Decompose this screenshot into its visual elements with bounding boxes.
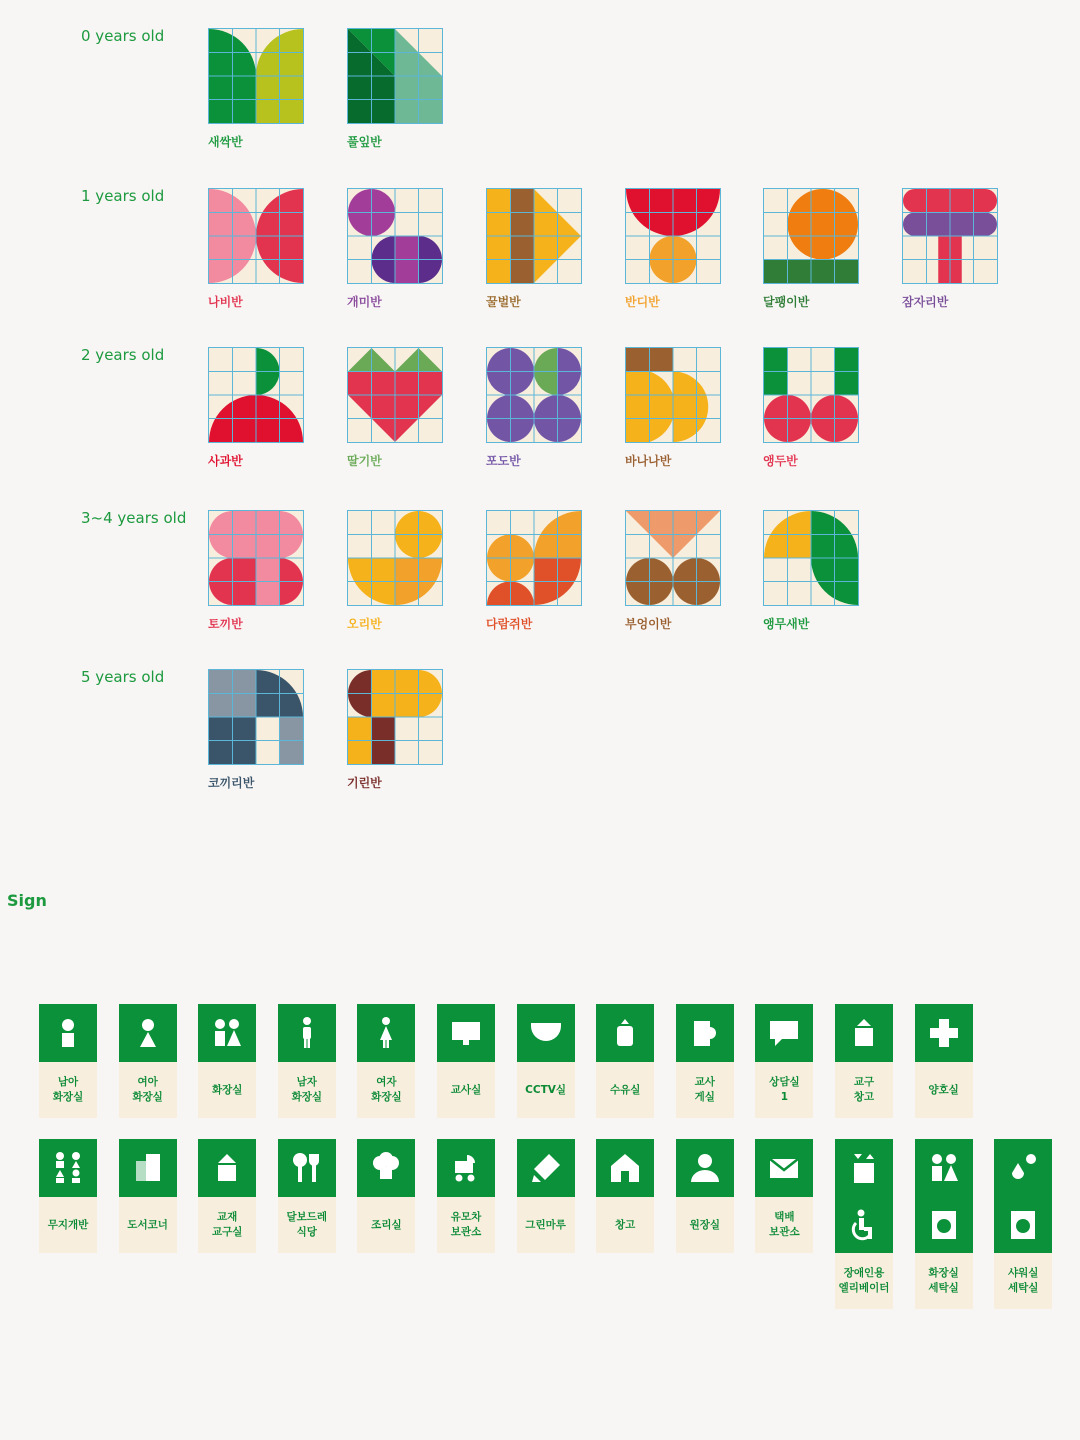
age-row — [0, 27, 1080, 177]
class-name: 앵무새반 — [763, 617, 810, 631]
sign-card — [39, 1139, 97, 1253]
sign-icon-area — [119, 1004, 177, 1062]
butterfly-icon — [208, 188, 304, 284]
class-tile — [347, 28, 443, 150]
class-tile — [347, 510, 443, 632]
class-name: 토끼반 — [208, 617, 243, 631]
class-name: 달팽이반 — [763, 295, 810, 309]
age-label: 2 years old — [81, 346, 165, 364]
sign-icon-area — [835, 1139, 893, 1253]
sign-icon-area — [278, 1004, 336, 1062]
elephant-icon — [208, 669, 304, 765]
sign-card — [835, 1139, 893, 1309]
stroller-icon — [449, 1151, 483, 1185]
boy-icon — [51, 1016, 85, 1050]
dragonfly-icon — [902, 188, 998, 284]
sign-label: 남자 화장실 — [291, 1076, 323, 1103]
class-name: 사과반 — [208, 454, 243, 468]
envelope-icon — [767, 1151, 801, 1185]
class-tile — [763, 510, 859, 632]
sign-label: CCTV실 — [525, 1083, 567, 1096]
sign-label: 교사 게실 — [694, 1076, 715, 1103]
house-icon — [608, 1151, 642, 1185]
box-icon — [847, 1016, 881, 1050]
sign-card — [915, 1004, 973, 1118]
sign-label: 양호실 — [928, 1083, 959, 1096]
sign-label: 창고 — [615, 1218, 636, 1231]
monitor-icon — [449, 1016, 483, 1050]
giraffe-icon — [347, 669, 443, 765]
class-name: 반디반 — [625, 295, 660, 309]
sign-icon-area — [119, 1139, 177, 1197]
sign-label: 화장실 세탁실 — [928, 1267, 959, 1294]
sign-label: 장애인용 엘리베이터 — [838, 1267, 890, 1294]
bee-icon — [486, 188, 582, 284]
sign-label: 화장실 — [211, 1083, 243, 1096]
class-name: 오리반 — [347, 617, 382, 631]
sign-label: 교재 교구실 — [211, 1211, 243, 1238]
sign-label: 샤워실 세탁실 — [1007, 1267, 1039, 1294]
sign-section-title: Sign — [7, 891, 47, 910]
ant-icon — [347, 188, 443, 284]
sign-icon-area — [596, 1004, 654, 1062]
apple-icon — [208, 347, 304, 443]
leaf-icon — [347, 28, 443, 124]
restroom-icon — [210, 1016, 244, 1050]
sign-card — [278, 1139, 336, 1253]
class-tile — [763, 347, 859, 469]
sign-label: 원장실 — [689, 1218, 721, 1231]
cutlery-icon — [290, 1151, 324, 1185]
class-tile — [347, 188, 443, 310]
sign-label: 달보드레 식당 — [286, 1211, 328, 1238]
class-name: 풀잎반 — [347, 135, 382, 149]
class-tile — [208, 347, 304, 469]
class-tile — [208, 669, 304, 791]
sign-label: 유모차 보관소 — [450, 1211, 482, 1238]
elevator-icon — [847, 1151, 881, 1185]
age-label: 0 years old — [81, 27, 165, 45]
sign-icon-area — [915, 1004, 973, 1062]
sign-icon-area — [357, 1004, 415, 1062]
rabbit-icon — [208, 510, 304, 606]
class-tile — [625, 510, 721, 632]
class-tile — [208, 188, 304, 310]
class-tile — [486, 510, 582, 632]
class-name: 나비반 — [208, 295, 243, 309]
sign-icon-area — [596, 1139, 654, 1197]
sign-icon-area — [915, 1139, 973, 1253]
sign-card — [198, 1139, 256, 1253]
sign-card — [835, 1004, 893, 1118]
sign-card — [437, 1004, 495, 1118]
class-name: 포도반 — [486, 454, 521, 468]
sign-card — [437, 1139, 495, 1253]
sign-icon-area — [437, 1139, 495, 1197]
sign-card — [994, 1139, 1052, 1309]
firefly-icon — [625, 188, 721, 284]
sign-icon-area — [755, 1139, 813, 1197]
age-row — [0, 187, 1080, 337]
class-name: 앵두반 — [763, 454, 798, 468]
class-tile — [486, 188, 582, 310]
sign-icon-area — [437, 1004, 495, 1062]
parrot-icon — [763, 510, 859, 606]
age-label: 1 years old — [81, 187, 165, 205]
sign-icon-area — [994, 1139, 1052, 1253]
class-name: 다람쥐반 — [486, 617, 533, 631]
baby-bottle-icon — [608, 1016, 642, 1050]
washing-machine-icon — [1006, 1208, 1040, 1242]
sign-icon-area — [278, 1139, 336, 1197]
class-name: 꿀벌반 — [486, 295, 521, 309]
class-tile — [763, 188, 859, 310]
book-icon — [131, 1151, 165, 1185]
sign-icon-area — [198, 1004, 256, 1062]
sign-icon-area — [755, 1004, 813, 1062]
girl-icon — [131, 1016, 165, 1050]
class-name: 코끼리반 — [208, 776, 255, 790]
blocks-icon — [210, 1151, 244, 1185]
age-row — [0, 668, 1080, 818]
sign-icon-area — [676, 1139, 734, 1197]
people-group-icon — [51, 1151, 85, 1185]
washing-machine-icon — [927, 1208, 961, 1242]
sign-icon-area — [39, 1004, 97, 1062]
sprout-icon — [208, 28, 304, 124]
restroom-icon — [927, 1151, 961, 1185]
man-icon — [290, 1016, 324, 1050]
age-row — [0, 346, 1080, 496]
class-name: 바나나반 — [625, 454, 672, 468]
class-tile — [625, 347, 721, 469]
water-drops-icon — [1006, 1151, 1040, 1185]
class-tile — [486, 347, 582, 469]
chef-hat-icon — [369, 1151, 403, 1185]
squirrel-icon — [486, 510, 582, 606]
sign-label: 여자 화장실 — [371, 1076, 402, 1103]
age-label: 5 years old — [81, 668, 165, 686]
class-tile — [208, 510, 304, 632]
sign-label: 수유실 — [609, 1083, 641, 1096]
duck-icon — [347, 510, 443, 606]
owl-icon — [625, 510, 721, 606]
sign-card — [676, 1004, 734, 1118]
sign-label: 상담실 1 — [769, 1076, 800, 1103]
sign-card — [755, 1139, 813, 1253]
wheelchair-icon — [847, 1208, 881, 1242]
age-row — [0, 509, 1080, 659]
class-name: 부엉이반 — [625, 617, 672, 631]
sign-card — [596, 1004, 654, 1118]
class-name: 기린반 — [347, 776, 382, 790]
sign-card — [517, 1004, 575, 1118]
sign-label: 그린마루 — [525, 1218, 566, 1231]
strawberry-icon — [347, 347, 443, 443]
cup-icon — [688, 1016, 722, 1050]
class-name: 잠자리반 — [902, 295, 949, 309]
sign-card — [357, 1004, 415, 1118]
sign-label: 남아 화장실 — [52, 1076, 84, 1103]
sign-label: 무지개반 — [47, 1218, 89, 1231]
sign-icon-area — [39, 1139, 97, 1197]
grape-icon — [486, 347, 582, 443]
sign-card — [596, 1139, 654, 1253]
woman-icon — [369, 1016, 403, 1050]
sign-icon-area — [517, 1139, 575, 1197]
sign-label: 조리실 — [371, 1218, 402, 1231]
sign-icon-area — [676, 1004, 734, 1062]
sign-label: 도서코너 — [127, 1218, 168, 1231]
class-tile — [347, 669, 443, 791]
sign-icon-area — [517, 1004, 575, 1062]
class-tile — [208, 28, 304, 150]
sign-card — [198, 1004, 256, 1118]
person-icon — [688, 1151, 722, 1185]
banana-icon — [625, 347, 721, 443]
speech-bubble-icon — [767, 1016, 801, 1050]
class-name: 딸기반 — [347, 454, 382, 468]
sign-icon-area — [835, 1004, 893, 1062]
sign-label: 여아 화장실 — [132, 1076, 163, 1103]
sign-card — [755, 1004, 813, 1118]
sign-card — [119, 1004, 177, 1118]
cctv-icon — [529, 1016, 563, 1050]
class-tile — [902, 188, 998, 310]
sign-card — [357, 1139, 415, 1253]
sign-icon-area — [357, 1139, 415, 1197]
class-tile — [347, 347, 443, 469]
medical-cross-icon — [927, 1016, 961, 1050]
snail-icon — [763, 188, 859, 284]
sign-card — [39, 1004, 97, 1118]
class-name: 개미반 — [347, 295, 382, 309]
sign-card — [676, 1139, 734, 1253]
sign-card — [915, 1139, 973, 1309]
eraser-icon — [529, 1151, 563, 1185]
class-tile — [625, 188, 721, 310]
sign-icon-area — [198, 1139, 256, 1197]
sign-card — [278, 1004, 336, 1118]
sign-label: 교구 창고 — [853, 1076, 875, 1103]
sign-label: 교사실 — [450, 1083, 482, 1096]
sign-card — [119, 1139, 177, 1253]
cherry-icon — [763, 347, 859, 443]
class-name: 새싹반 — [208, 135, 243, 149]
sign-card — [517, 1139, 575, 1253]
age-label: 3~4 years old — [81, 509, 187, 527]
sign-label: 택배 보관소 — [769, 1211, 800, 1238]
